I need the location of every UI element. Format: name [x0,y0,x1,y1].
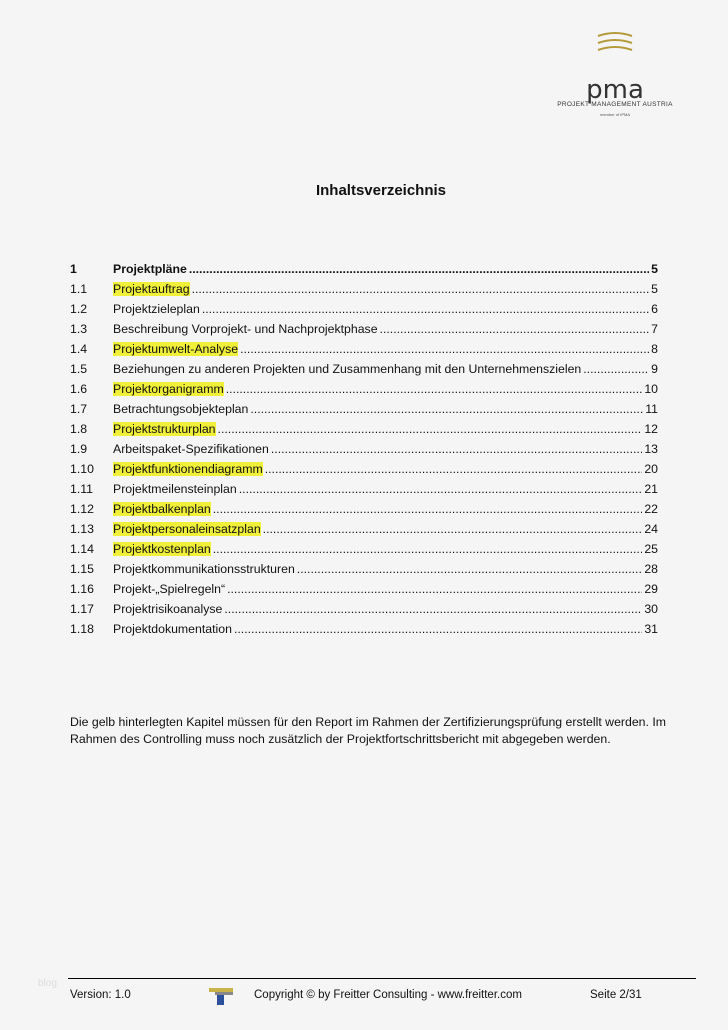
toc-leader-dots [213,502,643,516]
toc-number: 1.17 [70,602,94,616]
toc-number: 1.14 [70,542,94,556]
toc-page: 20 [644,462,658,476]
toc-entry[interactable] [70,582,658,602]
page-title: Inhaltsverzeichnis [315,182,447,199]
toc-title: Projektpläne [113,262,187,276]
toc-entry[interactable] [70,562,658,582]
toc-title: Beschreibung Vorprojekt- und Nachprojektphase [113,322,378,336]
toc-page: 13 [644,442,658,456]
toc-leader-dots [263,522,643,536]
toc-number: 1.3 [70,322,88,336]
toc-title: Arbeitspaket-Spezifikationen [113,442,269,456]
toc-page: 28 [644,562,658,576]
toc-leader-dots [297,562,643,576]
toc-title: Projektauftrag [113,282,190,296]
toc-page: 29 [644,582,658,596]
toc-page: 6 [651,302,658,316]
toc-title: Projektzieleplan [113,302,200,316]
toc-entry[interactable] [70,402,658,422]
toc-number: 1.5 [70,362,88,376]
toc-title: Projektpersonaleinsatzplan [113,522,261,536]
toc-entry[interactable] [70,462,658,482]
toc-page: 22 [644,502,658,516]
toc-number: 1.13 [70,522,94,536]
toc-entry[interactable] [70,322,658,342]
toc-entry[interactable] [70,362,658,382]
toc-page: 5 [651,282,658,296]
toc-number: 1.12 [70,502,94,516]
toc-title: Projektkommunikationsstrukturen [113,562,295,576]
toc-entry[interactable] [70,282,658,302]
toc-title: Projektstrukturplan [113,422,216,436]
toc-title: Projektorganigramm [113,382,224,396]
toc-number: 1.4 [70,342,88,356]
toc-leader-dots [202,302,649,316]
toc-page: 9 [651,362,658,376]
toc-title: Projekt-„Spielregeln“ [113,582,226,596]
toc-title: Projektrisikoanalyse [113,602,223,616]
freitter-logo-icon [207,985,235,1008]
footer-page-number: Seite 2/31 [590,989,642,1001]
toc-title: Projektfunktionendiagramm [113,462,263,476]
toc-leader-dots [189,262,649,276]
toc-page: 11 [645,402,658,416]
toc-leader-dots [239,482,643,496]
toc-page: 12 [644,422,658,436]
toc-entry[interactable] [70,602,658,622]
toc-entry[interactable] [70,342,658,362]
toc-number: 1.2 [70,302,88,316]
note-paragraph: Die gelb hinterlegten Kapitel müssen für den Report im Rahmen der Zertifizierungsprüfung erstellt werden. Im Rahmen des Controlling muss noch zusätzlich der Projektfortschrittsbericht mit abgegeben werden. [70,715,667,746]
toc-page: 8 [651,342,658,356]
toc-leader-dots [192,282,650,296]
toc-entry[interactable] [70,382,658,402]
toc-number: 1.8 [70,422,88,436]
toc-page: 7 [651,322,658,336]
logo-tagline: member of IPMA [599,112,630,117]
pma-logo [555,30,675,117]
toc-page: 25 [644,542,658,556]
toc-title: Projektdokumentation [113,622,232,636]
toc-page: 21 [644,482,658,496]
toc-entry[interactable] [70,622,658,642]
toc-entry[interactable] [70,522,658,542]
toc-leader-dots [250,402,643,416]
toc-number: 1.15 [70,562,94,576]
toc-entry[interactable] [70,482,658,502]
toc-leader-dots [226,382,643,396]
toc-leader-dots [224,602,642,616]
toc-title: Projektkostenplan [113,542,211,556]
toc-number: 1.18 [70,622,94,636]
toc-entry[interactable] [70,302,658,322]
toc-title: Projektumwelt-Analyse [113,342,239,356]
toc-leader-dots [380,322,650,336]
toc-number: 1.9 [70,442,88,456]
toc-entry[interactable] [70,542,658,562]
toc-title: Projektmeilensteinplan [113,482,237,496]
toc-leader-dots [213,542,643,556]
logo-mark: pma [586,75,644,105]
toc-title: Beziehungen zu anderen Projekten und Zusammenhang mit den Unternehmenszielen [113,362,582,376]
toc-leader-dots [234,622,642,636]
toc-entry[interactable] [70,442,658,462]
toc-number: 1.1 [70,282,88,296]
footer-copyright: Copyright © by Freitter Consulting - www.freitter.com [254,989,522,1001]
toc-page: 31 [644,622,658,636]
toc-leader-dots [271,442,642,456]
toc-leader-dots [240,342,649,356]
toc-leader-dots [218,422,643,436]
toc-number: 1 [70,262,77,276]
wings-icon [590,30,640,54]
toc-number: 1.11 [70,482,94,496]
toc-entry[interactable] [70,422,658,442]
toc-page: 30 [644,602,658,616]
footer-version: Version: 1.0 [70,989,131,1001]
toc-page: 10 [644,382,658,396]
toc-number: 1.16 [70,582,94,596]
table-of-contents [70,262,658,642]
toc-number: 1.10 [70,462,94,476]
toc-number: 1.6 [70,382,88,396]
toc-leader-dots [227,582,642,596]
toc-title: Projektbalkenplan [113,502,211,516]
logo-subtitle: PROJEKT MANAGEMENT AUSTRIA [557,101,673,108]
toc-page: 5 [651,262,658,276]
watermark: blog [38,978,57,989]
footer-divider [68,978,696,979]
toc-entry[interactable] [70,502,658,522]
toc-title: Betrachtungsobjekteplan [113,402,249,416]
toc-leader-dots [265,462,643,476]
toc-page: 24 [644,522,658,536]
toc-leader-dots [583,362,649,376]
toc-entry[interactable] [70,262,658,282]
toc-number: 1.7 [70,402,88,416]
